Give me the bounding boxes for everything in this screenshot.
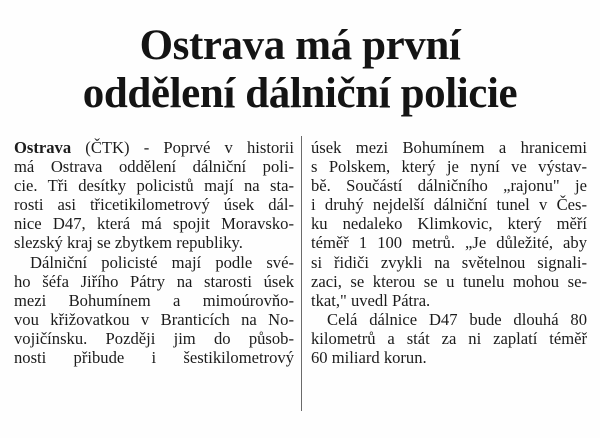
text-line: zaci, se kterou se u tunelu mohou se- — [311, 271, 587, 291]
text-line: ku nedaleko Klimkovic, který měří — [311, 214, 587, 234]
text-line: má Ostrava oddělení dálniční poli- — [14, 157, 294, 177]
text-line: cie. Tři desítky policistů mají na sta- — [14, 176, 294, 196]
text-line: úsek mezi Bohumínem a hranicemi — [311, 138, 587, 157]
dateline: Ostrava — [14, 138, 72, 157]
text-line: s Polskem, který je nyní ve výstav- — [311, 157, 587, 177]
text-line: vojičínsku. Později jim do působ- — [14, 328, 294, 348]
headline-line-2: oddělení dálniční policie — [82, 70, 518, 117]
column-divider — [301, 136, 302, 411]
text-line: bě. Součástí dálničního „rajonu" je — [311, 176, 587, 196]
text-line: si řidiči zvykli na světelnou signali- — [311, 252, 587, 272]
article-column-left — [14, 138, 294, 367]
article-column-right — [311, 138, 587, 367]
text-line: kilometrů a stát za ni zaplatí téměř — [311, 328, 587, 348]
text-line: tkat," uvedl Pátra. — [311, 290, 431, 310]
text-line-fragment: (ČTK) - Poprvé v historii — [71, 138, 294, 157]
text-line: nice D47, která má spojit Moravsko- — [14, 214, 294, 234]
text-line: mezi Bohumínem a mimoúrovňo- — [14, 290, 294, 310]
text-line: ho šéfa Jiřího Pátry na starosti úsek — [14, 271, 294, 291]
text-line: vou křižovatkou v Branticích na No- — [14, 309, 294, 329]
text-line: rosti asi třicetikilometrový úsek dál- — [14, 195, 294, 215]
text-line: nosti přibude i šestikilometrový — [14, 348, 294, 368]
headline-line-1: Ostrava má první — [139, 22, 461, 69]
text-line: téměř 1 100 metrů. „Je důležité, aby — [311, 233, 587, 253]
text-line: Dálniční policisté mají podle své- — [30, 252, 294, 272]
article-headline — [14, 22, 586, 118]
text-line: Celá dálnice D47 bude dlouhá 80 — [327, 309, 587, 329]
text-line — [14, 138, 294, 157]
text-line: 60 miliard korun. — [311, 348, 427, 368]
text-line: slezský kraj se zbytkem republiky. — [14, 233, 243, 253]
text-line: i druhý nejdelší dálniční tunel v Čes- — [311, 195, 587, 215]
